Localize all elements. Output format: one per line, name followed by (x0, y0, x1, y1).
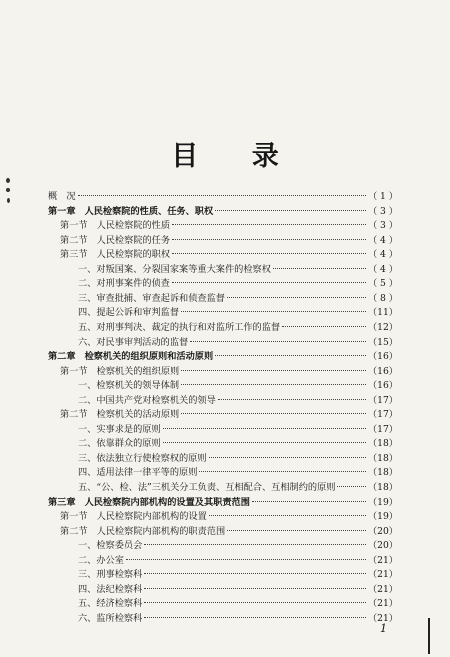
toc-entry-title: 一、实事求是的原则 (78, 423, 161, 435)
toc-entry (78, 292, 398, 306)
toc-entry-title: 四、适用法律一律平等的原则 (78, 467, 198, 479)
toc-entry-label (78, 321, 280, 335)
toc-entry-title: 检察机关的活动原则 (96, 409, 180, 421)
toc-entry-page: （21） (367, 612, 398, 624)
toc-entry-title: 五、“公、检、法”三机关分工负责、互相配合、互相制约的原则 (78, 482, 336, 493)
toc-entry (60, 408, 398, 422)
toc-entry-label (78, 423, 161, 437)
toc-entry-label (48, 350, 213, 364)
toc-entry-title: 概 况 (48, 191, 76, 202)
dot-leader (163, 442, 366, 443)
toc-entry-page: （18） (367, 482, 398, 493)
toc-entry-label (78, 277, 170, 291)
toc-entry-label (78, 394, 216, 408)
toc-entry-label (78, 539, 142, 553)
dot-leader (144, 617, 366, 618)
toc-entry-title: 检察机关的组织原则和活动原则 (84, 351, 214, 363)
toc-entry (78, 612, 398, 626)
toc-entry (78, 321, 398, 335)
toc-entry (60, 234, 398, 248)
toc-entry-page: （17） (367, 423, 398, 435)
dot-leader (144, 573, 366, 574)
toc-entry-page: （18） (367, 467, 398, 479)
toc-entry (48, 205, 398, 219)
dot-leader (181, 311, 366, 312)
toc-entry (78, 423, 398, 437)
toc-entry-number: 第二节 (60, 409, 88, 421)
dot-leader (181, 384, 366, 385)
toc-entry-label (78, 612, 142, 626)
toc-entry-title: 五、对刑事判决、裁定的执行和对监所工作的监督 (78, 321, 281, 333)
toc-entry-number: 第一节 (60, 220, 88, 232)
toc-entry-label (60, 408, 179, 422)
toc-entry-title: 一、对叛国案、分裂国家案等重大案件的检察权 (78, 263, 271, 275)
dot-leader (252, 501, 366, 502)
dot-leader (78, 195, 366, 196)
toc-entry (78, 597, 398, 611)
toc-entry-page: （ 4 ） (367, 263, 398, 275)
toc-entry-page: （ 3 ） (367, 220, 398, 232)
toc-entry-label (78, 437, 161, 451)
toc-entry-title: 人民检察院内部机构的设置及其职责范围 (84, 496, 250, 508)
toc-entry-title: 人民检察院内部机构的职责范围 (96, 525, 226, 537)
toc-entry-label (48, 496, 250, 510)
toc-entry (48, 496, 398, 510)
toc-entry-page: （20） (367, 540, 398, 552)
toc-entry-label (78, 466, 197, 480)
toc-entry (78, 277, 398, 291)
dot-leader (227, 530, 366, 531)
toc-entry-page: （ 8 ） (367, 292, 398, 304)
dot-leader (181, 370, 366, 371)
toc-entry-label (78, 379, 179, 393)
toc-entry (60, 219, 398, 233)
toc-entry-title: 二、办公室 (78, 554, 124, 566)
toc-entry-page: （18） (367, 438, 398, 450)
dot-leader (172, 239, 366, 240)
toc-entry (60, 365, 398, 379)
toc-entry-page: （20） (367, 525, 398, 537)
toc-entry-number: 第二节 (60, 525, 88, 537)
margin-mark (428, 618, 430, 654)
toc-entry-page: （ 4 ） (367, 249, 398, 261)
toc-entry-page: （21） (367, 583, 398, 595)
toc-entry (48, 190, 398, 204)
toc-entry-label (48, 205, 213, 219)
toc-entry-title: 四、提起公诉和审判监督 (78, 307, 180, 319)
toc-entry (78, 336, 398, 350)
toc-entry-label (78, 336, 188, 350)
toc-entry (78, 394, 398, 408)
toc-entry-page: （17） (367, 409, 398, 421)
toc-entry-page: （16） (367, 380, 398, 392)
toc-entry-page: （16） (367, 351, 398, 363)
toc-entry-label (60, 248, 170, 262)
toc-entry-number: 第二章 (48, 351, 76, 363)
toc-entry (48, 350, 398, 364)
toc-entry (78, 263, 398, 277)
toc-entry-page: （ 4 ） (367, 234, 398, 246)
toc-entry-page: （15） (367, 336, 398, 348)
scan-speck (6, 178, 10, 183)
toc-entry-number: 第一章 (48, 205, 76, 217)
toc-entry-number: 第三节 (60, 249, 88, 261)
toc-entry-label (78, 583, 142, 597)
dot-leader (144, 544, 366, 545)
toc-entry-title: 一、检察委员会 (78, 540, 143, 552)
toc-entry-page: （17） (367, 394, 398, 406)
toc-entry-page: （ 5 ） (367, 278, 398, 290)
toc-entry-number: 第一节 (60, 511, 88, 523)
toc-entry-title: 五、经济检察科 (78, 598, 143, 610)
toc-entry-title: 检察机关的组织原则 (96, 365, 180, 377)
toc-entry (78, 583, 398, 597)
toc-entry (60, 248, 398, 262)
page-number: 1 (380, 622, 387, 635)
toc-entry-label (60, 365, 179, 379)
dot-leader (215, 210, 366, 211)
toc-entry-label (78, 452, 207, 466)
dot-leader (273, 268, 366, 269)
toc-entry-page: （21） (367, 598, 398, 610)
toc-entry-title: 二、中国共产党对检察机关的领导 (78, 394, 216, 406)
toc-entry-page: （11） (367, 307, 398, 319)
toc-entry-number: 第二节 (60, 234, 88, 246)
toc-entry-title: 一、检察机关的领导体制 (78, 380, 180, 392)
dot-leader (337, 486, 365, 487)
toc-entry (60, 525, 398, 539)
toc-entry-label (78, 554, 124, 568)
dot-leader (172, 224, 366, 225)
toc-entry (78, 481, 398, 495)
dot-leader (190, 341, 366, 342)
toc-entry-label (60, 219, 170, 233)
toc-entry (78, 306, 398, 320)
toc-entry-title: 人民检察院的性质 (96, 220, 171, 232)
toc-entry (78, 554, 398, 568)
toc-entry-page: （21） (367, 554, 398, 566)
toc-entry (60, 510, 398, 524)
toc-entry-label (48, 190, 76, 204)
toc-entry (78, 452, 398, 466)
dot-leader (209, 457, 366, 458)
dot-leader (227, 297, 366, 298)
toc-entry-title: 六、对民事审判活动的监督 (78, 336, 189, 348)
page-title: 目 录 (171, 141, 301, 172)
scan-speck (7, 198, 10, 203)
toc-entry (78, 539, 398, 553)
toc-entry (78, 379, 398, 393)
toc-entry-label (78, 263, 271, 277)
dot-leader (209, 515, 366, 516)
toc-entry-title: 二、依靠群众的原则 (78, 438, 161, 450)
dot-leader (215, 355, 366, 356)
toc-entry-number: 第一节 (60, 365, 88, 377)
toc-entry-title: 人民检察院的性质、任务、职权 (84, 205, 214, 217)
toc-entry-label (78, 597, 142, 611)
dot-leader (199, 471, 365, 472)
toc-entry-title: 人民检察院内部机构的设置 (96, 511, 207, 523)
toc-entry-label (60, 234, 170, 248)
toc-entry-title: 四、法纪检察科 (78, 583, 143, 595)
toc-entry-number: 第三章 (48, 496, 76, 508)
toc-entry-label (60, 510, 207, 524)
dot-leader (218, 399, 366, 400)
toc-entry-page: （ 3 ） (367, 205, 398, 217)
toc-entry (78, 568, 398, 582)
toc-entry-label (78, 481, 335, 495)
toc-entry-title: 人民检察院的职权 (96, 249, 171, 261)
dot-leader (172, 282, 366, 283)
dot-leader (181, 413, 366, 414)
dot-leader (144, 588, 366, 589)
toc-entry-page: （19） (367, 511, 398, 523)
toc-entry-page: （16） (367, 365, 398, 377)
dot-leader (172, 253, 366, 254)
toc-entry-label (60, 525, 225, 539)
dot-leader (163, 428, 366, 429)
toc-entry (78, 466, 398, 480)
toc-entry-page: （12） (367, 321, 398, 333)
dot-leader (282, 326, 366, 327)
toc-entry-page: （19） (367, 496, 398, 508)
toc-entry-page: （21） (367, 569, 398, 581)
toc-entry-title: 二、对刑事案件的侦查 (78, 278, 170, 290)
toc-entry-page: （18） (367, 452, 398, 464)
toc-entry-title: 三、审查批捕、审查起诉和侦查监督 (78, 292, 225, 304)
toc-entry-page: （ 1 ） (367, 191, 398, 202)
scan-speck (6, 188, 10, 192)
dot-leader (126, 559, 366, 560)
toc-entry-title: 三、依法独立行使检察权的原则 (78, 452, 207, 464)
toc-entry-label (78, 306, 179, 320)
toc-entry-title: 三、刑事检察科 (78, 569, 143, 581)
toc-entry-title: 人民检察院的任务 (96, 234, 171, 246)
toc-entry (78, 437, 398, 451)
toc-entry-label (78, 292, 225, 306)
toc-entry-label (78, 568, 142, 582)
dot-leader (144, 602, 366, 603)
toc-entry-title: 六、监所检察科 (78, 612, 143, 624)
